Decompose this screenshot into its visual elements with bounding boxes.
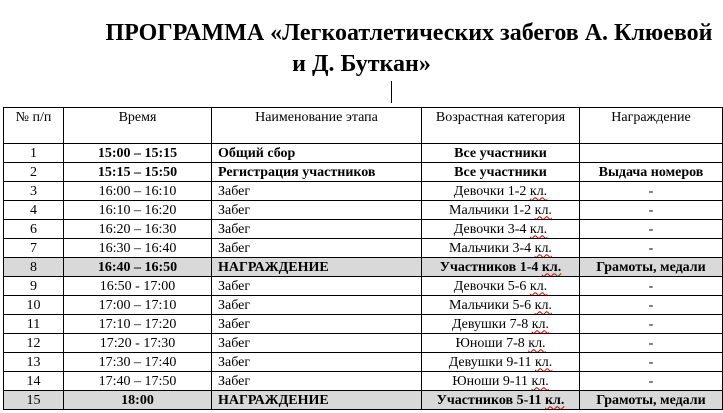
table-row [4, 239, 723, 258]
text-cursor [391, 81, 392, 103]
spellcheck-mark: кл. [534, 202, 552, 218]
cell-award: Выдача номеров [580, 163, 723, 182]
document-title [0, 18, 723, 79]
cell-award: - [580, 315, 723, 334]
cell-cat: Юноши 9-11 кл. [422, 372, 580, 391]
cell-award: Грамоты, медали [580, 391, 723, 410]
spellcheck-mark: кл. [534, 240, 552, 256]
cell-num: 11 [4, 315, 64, 334]
cell-num: 4 [4, 201, 64, 220]
cell-stage: Забег [212, 334, 422, 353]
table-row [4, 182, 723, 201]
cell-stage: Забег [212, 220, 422, 239]
cell-cat: Участников 5-11 кл. [422, 391, 580, 410]
cell-cat: Мальчики 3-4 кл. [422, 239, 580, 258]
cell-time: 16:50 - 17:00 [64, 277, 212, 296]
header-num: № п/п [4, 108, 64, 144]
table-row [4, 163, 723, 182]
cell-num: 9 [4, 277, 64, 296]
table-row [4, 201, 723, 220]
header-award: Награждение [580, 108, 723, 144]
cell-stage: Забег [212, 201, 422, 220]
header-category: Возрастная категория [422, 108, 580, 144]
header-stage: Наименование этапа [212, 108, 422, 144]
cell-stage: НАГРАЖДЕНИЕ [212, 391, 422, 410]
cell-award: - [580, 334, 723, 353]
table-body [4, 144, 723, 410]
cell-stage: Общий сбор [212, 144, 422, 163]
spellcheck-mark: кл. [528, 335, 546, 351]
cell-award [580, 144, 723, 163]
spellcheck-mark: кл. [541, 259, 562, 275]
cell-award: - [580, 182, 723, 201]
cell-cat: Девушки 7-8 кл. [422, 315, 580, 334]
cell-time: 17:20 - 17:30 [64, 334, 212, 353]
schedule-table [3, 107, 723, 410]
cell-time: 16:00 – 16:10 [64, 182, 212, 201]
cell-time: 17:00 – 17:10 [64, 296, 212, 315]
cell-award: - [580, 372, 723, 391]
table-header-row [4, 108, 723, 144]
cell-cat: Девочки 5-6 кл. [422, 277, 580, 296]
cell-time: 18:00 [64, 391, 212, 410]
cell-num: 15 [4, 391, 64, 410]
spellcheck-mark: кл. [529, 183, 548, 199]
cell-award: Грамоты, медали [580, 258, 723, 277]
cell-num: 3 [4, 182, 64, 201]
cell-time: 17:10 – 17:20 [64, 315, 212, 334]
cell-time: 15:15 – 15:50 [64, 163, 212, 182]
cell-cat: Участников 1-4 кл. [422, 258, 580, 277]
cell-award: - [580, 277, 723, 296]
title-line-1: ПРОГРАММА «Легкоатлетических забегов А. Клюевой [105, 20, 713, 46]
cell-stage: Забег [212, 239, 422, 258]
cell-cat: Юноши 7-8 кл. [422, 334, 580, 353]
table-row [4, 334, 723, 353]
cell-num: 6 [4, 220, 64, 239]
cell-num: 10 [4, 296, 64, 315]
cell-award: - [580, 201, 723, 220]
cell-time: 16:30 – 16:40 [64, 239, 212, 258]
cell-award: - [580, 239, 723, 258]
cell-num: 14 [4, 372, 64, 391]
table-row [4, 372, 723, 391]
cell-time: 15:00 – 15:15 [64, 144, 212, 163]
cell-time: 17:30 – 17:40 [64, 353, 212, 372]
table-row [4, 277, 723, 296]
cell-num: 7 [4, 239, 64, 258]
cell-time: 16:20 – 16:30 [64, 220, 212, 239]
table-row [4, 315, 723, 334]
header-time: Время [64, 108, 212, 144]
cell-award: - [580, 220, 723, 239]
spellcheck-mark: кл. [531, 316, 550, 332]
cell-stage: Регистрация участников [212, 163, 422, 182]
title-line-2: и Д. Буткан» [292, 51, 431, 77]
cell-award: - [580, 296, 723, 315]
spellcheck-mark: кл. [529, 221, 548, 237]
cell-award: - [580, 353, 723, 372]
table-row [4, 296, 723, 315]
cell-cat: Девочки 3-4 кл. [422, 220, 580, 239]
cell-num: 2 [4, 163, 64, 182]
spellcheck-mark: кл. [531, 373, 549, 389]
cell-time: 16:40 – 16:50 [64, 258, 212, 277]
table-row [4, 353, 723, 372]
spellcheck-mark: кл. [529, 278, 548, 294]
spellcheck-mark: кл. [544, 392, 565, 408]
cell-time: 17:40 – 17:50 [64, 372, 212, 391]
cell-num: 8 [4, 258, 64, 277]
cell-num: 1 [4, 144, 64, 163]
cell-num: 12 [4, 334, 64, 353]
table-row [4, 144, 723, 163]
cell-cat: Мальчики 5-6 кл. [422, 296, 580, 315]
cell-stage: Забег [212, 277, 422, 296]
cell-num: 13 [4, 353, 64, 372]
cell-cat: Девочки 1-2 кл. [422, 182, 580, 201]
spellcheck-mark: кл. [534, 297, 552, 313]
cell-cat: Все участники [422, 144, 580, 163]
cell-stage: Забег [212, 315, 422, 334]
table-row [4, 391, 723, 410]
cell-cat: Мальчики 1-2 кл. [422, 201, 580, 220]
cell-stage: Забег [212, 353, 422, 372]
cell-stage: Забег [212, 296, 422, 315]
cell-stage: НАГРАЖДЕНИЕ [212, 258, 422, 277]
table-row [4, 258, 723, 277]
cell-time: 16:10 – 16:20 [64, 201, 212, 220]
cell-stage: Забег [212, 182, 422, 201]
table-row [4, 220, 723, 239]
cell-cat: Девушки 9-11 кл. [422, 353, 580, 372]
cell-stage: Забег [212, 372, 422, 391]
cell-cat: Все участники [422, 163, 580, 182]
spellcheck-mark: кл. [535, 354, 553, 370]
